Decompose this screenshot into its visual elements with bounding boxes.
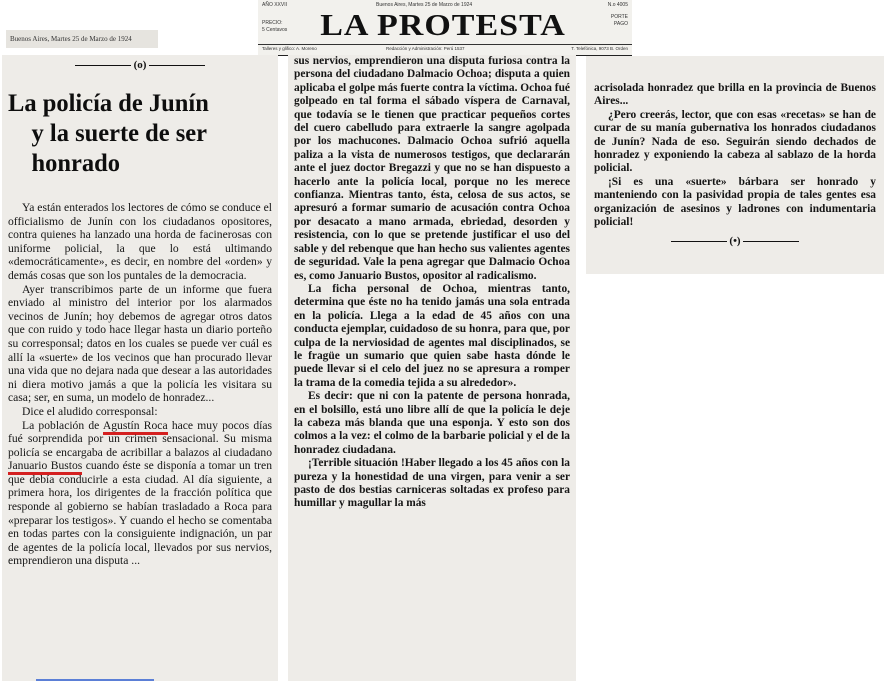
headline-line-2: y la suerte de ser honrado [31,120,207,177]
dateline: Buenos Aires, Martes 25 de Marzo de 1924 [6,30,158,48]
masthead-price [262,20,287,34]
masthead-date: Buenos Aires, Martes 25 de Marzo de 1924 [376,2,473,8]
price-label: PRECIO: [262,20,283,26]
ornament-end: (•) [586,235,884,247]
masthead-year: AÑO XXVII [262,2,288,8]
column-3-text [594,82,876,229]
newspaper-title: LA PROTESTA [320,8,566,43]
porte-label: PORTE [610,14,628,20]
paragraph: Ya están enterados los lectores de cómo se conduce el officialismo de Junín con los ciudadanos opositores, contra quienes ha lanzado una horda de facinerosas con uniforme policial, la que lo está ultimando «democráticamente», es decir, en nombre del «orden» y demás cosas que son los puntales de la democracia. [8,201,272,282]
highlight-agustin-roca: Agustín Roca [103,419,168,435]
article-column-2 [288,55,576,681]
porte-value: PAGO [613,21,628,27]
paragraph: ¡Si es una «suerte» bárbara ser honrado y manteniendo con la pasividad propia de tales gentes esa organización de asesinos y ladrones con indumentaria policial! [594,175,876,229]
masthead [258,0,632,56]
paragraph: sus nervios, emprendieron una disputa furiosa contra la persona del ciudadano Dalmacio Ochoa; disputa a quien aplicaba el golpe más fuerte contra la víctima. Ochoa fué golpeado en tal forma el sábado víspera de Carnaval, que todavía se le tienen que practicar pequeños cortes del cuero cabelludo para extraerle la sangre agolpada por los machucones. Dalmacio Ochoa sufrió aquella paliza a la vista de numerosos testigos, que declararán ante el juez doctor Bregazzi y que no se han dispuesto a hacerlo ante la policía local, porque no les merece confianza. Mientras tanto, ésta, celosa de sus actos, se apresuró a formar sumario de acusación contra Ochoa por desacato a mano armada, ebriedad, desorden y resistencia, con lo que se pretende justificar el uso del sable y del rebenque que han hecho sus valientes agentes de seguridad. Vale la pena agregar que Dalmacio Ochoa es, como Januario Bustos, opositor al radicalismo. [294,55,570,282]
masthead-porte [611,14,628,28]
article-headline [8,89,265,179]
article-column-3 [586,56,884,274]
paragraph: ¿Pero creerás, lector, que con esas «recetas» se han de curar de su manía gubernativa los honrados ciudadanos de Junín? Nada de eso. Seguirán siendo dechados de honradez y exponiendo la cabeza al sablazo de la horda policial. [594,108,876,175]
masthead-printer: Talleres y glifico: A. Moreno [262,46,317,51]
article-column-1 [2,55,278,681]
paragraph: Ayer transcribimos parte de un informe que fuera enviado al ministro del interior por los alarmados vecinos de Junín; hoy debemos de agregar otros datos que con ruido y todo hace llegar hasta un diario porteño su corresponsal; datos en los cuales se puede ver cuál es allí la «suerte» de los vecinos que han procurado llevar una vida que no dejara nada que desear a las autoridades ni diera motivo jamás a que la policía les visitara su casa; ser, en suma, un modelo de honradez... [8,282,272,405]
headline-line-1: La policía de Junín [8,90,209,117]
paragraph: La ficha personal de Ochoa, mientras tanto, determina que éste no ha tenido jamás una sola entrada en la policía. Llega a la edad de 45 años con una conducta ejemplar, cuidadoso de su honra, para que, por culpa de la nerviosidad de agentes mal disciplinados, se le fragüe un sumario que quien sabe hasta dónde le puede llevar si el celo del juez no se apresura a romper la trama de la comedia tejida a su alrededor». [294,282,570,389]
column-1-text [8,201,272,568]
column-2-text [294,55,570,511]
paragraph: acrisolada honradez que brilla en la provincia de Buenos Aires... [594,82,876,108]
masthead-address: Redacción y Administración: Perú 1537 [386,46,465,51]
paragraph: La población de Agustín Roca hace muy pocos días fué sorprendida por un crimen sensacional. Su misma policía se encargaba de acribillar a balazos al ciudadano Januario Bustos cuando éste se disponía a tomar un tren que debía conducirle a esta ciudad. Al día siguiente, a primera hora, los dirigentes de la fracción política que responde al gobierno se habían trasladado a Roca para «preparar los testigos». Y cuando el hecho se comentaba en todas partes con la consiguiente indignación, un par de agentes de la policía local, llevados por sus nervios, emprendieron una disputa ... [8,418,272,568]
ornament-top: (o) [2,59,278,71]
masthead-number: N.o 4005 [607,2,628,8]
highlight-januario-bustos: Januario Bustos [8,459,82,475]
masthead-phone: T. Telefónica, 9073 B. Orden [571,46,628,51]
paragraph: Dice el aludido corresponsal: [22,404,158,418]
paragraph: ¡Terrible situación !Haber llegado a los 45 años con la pureza y la honestidad de una virgen, para venir a ser pasto de dos bestias carniceras soltadas ex profeso para humillar y magullar la más [294,457,570,510]
price-value: 5 Centavos [262,27,288,33]
paragraph: Es decir: que ni con la patente de persona honrada, en el bolsillo, está uno libre allí de que la policía le deje la cabeza más blanda que una esponja. Y esto son dos colmos a la vez: el colmo de la barbarie policial y el de la honradez ciudadana. [294,390,570,456]
masthead-bottom-line [258,44,632,53]
